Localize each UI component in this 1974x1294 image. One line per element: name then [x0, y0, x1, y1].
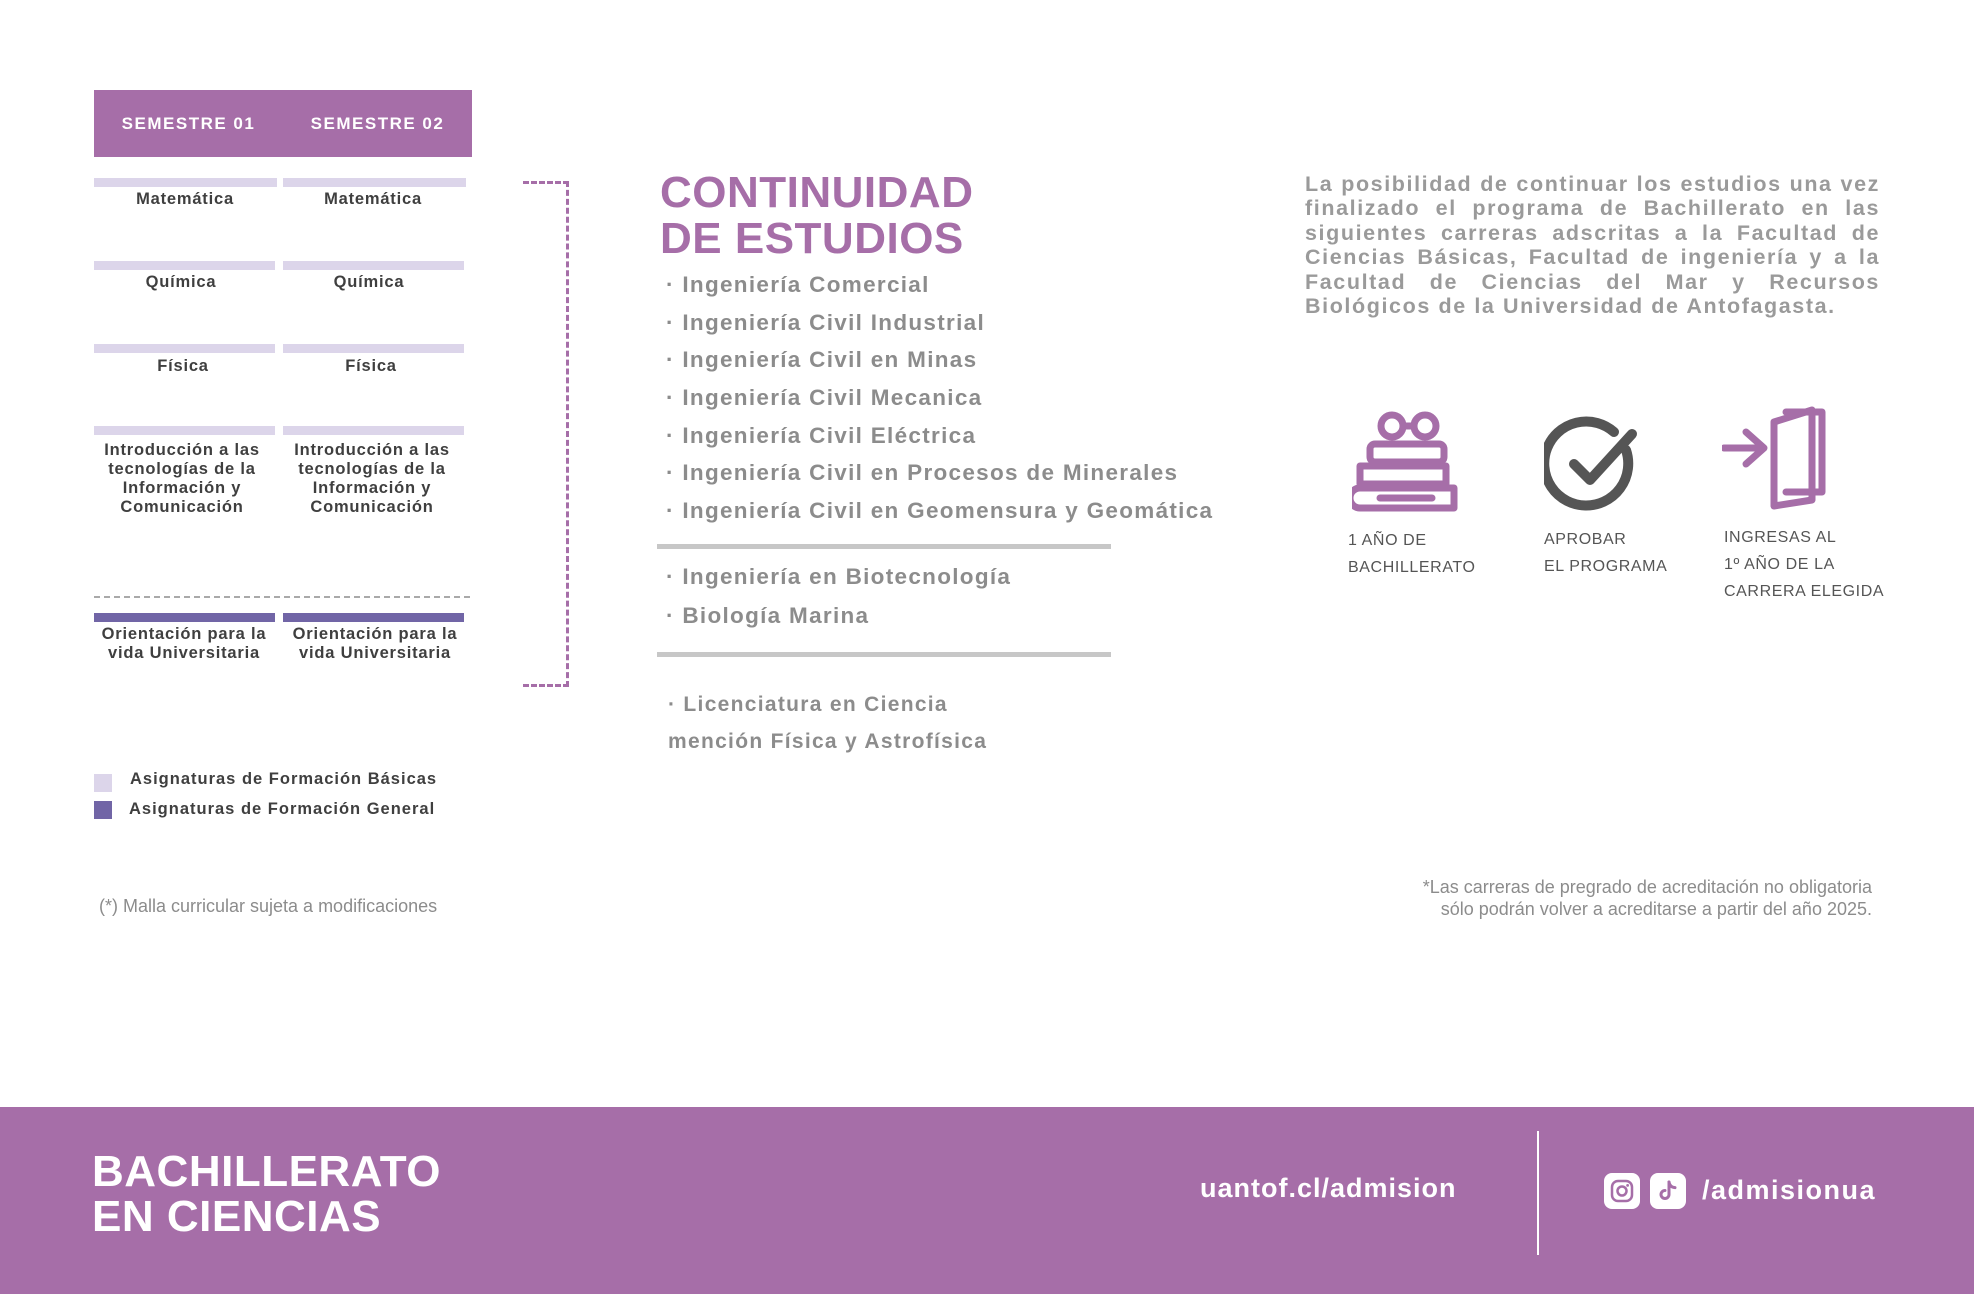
subject-bar-basic — [94, 344, 275, 353]
footer-title — [92, 1149, 441, 1239]
subject-bar-basic — [283, 344, 464, 353]
footer-title-line1: BACHILLERATO — [92, 1147, 442, 1196]
list-item: · Ingeniería Civil Eléctrica — [666, 422, 977, 448]
list-item: · Biología Marina — [666, 602, 870, 628]
footer-divider — [1537, 1131, 1539, 1255]
subject-bar-basic — [283, 426, 464, 435]
description-paragraph: La posibilidad de continuar los estudios una vez finalizado el programa de Bachillerato en las siguientes carreras adscritas a la Facultad de Ciencias Básicas, Facultad de ingeniería y a la Facultad de Ciencias del Mar y Recursos Biológicos de la Universidad de Antofagasta. — [1305, 172, 1880, 319]
subject-matematica-s1: Matemática — [136, 190, 234, 208]
subject-matematica-s2: Matemática — [324, 190, 422, 208]
footer-title-line2: EN CIENCIAS — [92, 1192, 382, 1241]
step-label-1: 1 AÑO DE BACHILLERATO — [1348, 532, 1476, 576]
licenciatura-item — [668, 686, 987, 760]
subject-orientacion-s2: Orientación para la vida Universitaria — [292, 625, 458, 662]
curriculum-note: (*) Malla curricular sujeta a modificaciones — [99, 896, 438, 916]
subject-quimica-s2: Química — [333, 273, 405, 291]
licenciatura-line2: mención Física y Astrofísica — [668, 730, 988, 753]
subject-bar-basic — [94, 426, 275, 435]
subject-quimica-s1: Química — [145, 273, 217, 291]
career-list-sciences — [666, 564, 1011, 641]
list-item: · Ingeniería en Biotecnología — [666, 564, 1012, 589]
list-item: · Ingeniería Civil Mecanica — [666, 385, 983, 411]
subject-tic-s2: Introducción a las tecnologías de la Información y Comunicación — [294, 441, 450, 516]
enter-door-icon — [1722, 406, 1830, 510]
accreditation-note — [1260, 876, 1872, 920]
continuidad-title-line2: DE ESTUDIOS — [660, 214, 964, 263]
semester-02-label: SEMESTRE 02 — [310, 113, 445, 133]
social-handle[interactable]: /admisionua — [1702, 1175, 1877, 1205]
admission-link[interactable]: uantof.cl/admision — [1200, 1173, 1457, 1203]
footer — [0, 1107, 1974, 1294]
list-item: · Ingeniería Civil en Procesos de Minerales — [666, 460, 1179, 486]
section-divider — [657, 544, 1111, 549]
tiktok-icon[interactable] — [1650, 1173, 1686, 1209]
subject-orientacion-s1: Orientación para la vida Universitaria — [101, 625, 267, 662]
accreditation-note-line1: *Las carreras de pregrado de acreditación no obligatoria — [1422, 877, 1872, 897]
legend-swatch-general — [94, 801, 112, 819]
subject-bar-general — [94, 613, 275, 622]
legend-basic-label: Asignaturas de Formación Básicas — [130, 770, 438, 788]
dashed-divider — [94, 596, 470, 598]
list-item: · Ingeniería Comercial — [666, 272, 930, 297]
subject-bar-basic — [94, 261, 275, 270]
section-divider — [657, 652, 1111, 657]
subject-tic-s1: Introducción a las tecnologías de la Información y Comunicación — [104, 441, 260, 516]
semester-header — [94, 90, 472, 157]
subject-fisica-s1: Física — [157, 357, 209, 375]
dashed-bracket — [523, 181, 569, 687]
licenciatura-line1: · Licenciatura en Ciencia — [668, 693, 948, 716]
step-label-3: INGRESAS AL 1º AÑO DE LA CARRERA ELEGIDA — [1724, 529, 1885, 600]
legend-swatch-basic — [94, 774, 112, 792]
legend-general-label: Asignaturas de Formación General — [129, 800, 436, 818]
check-circle-icon — [1544, 416, 1644, 516]
accreditation-note-line2: sólo podrán volver a acreditarse a partir del año 2025. — [1440, 899, 1872, 919]
list-item: · Ingeniería Civil Industrial — [666, 309, 986, 335]
subject-bar-basic — [283, 261, 464, 270]
subject-bar-general — [283, 613, 464, 622]
step-label-2: APROBAR EL PROGRAMA — [1544, 531, 1668, 575]
semester-01-label: SEMESTRE 01 — [121, 113, 256, 133]
list-item: · Ingeniería Civil en Minas — [666, 347, 978, 373]
subject-bar-basic — [283, 178, 466, 187]
subject-fisica-s2: Física — [345, 357, 397, 375]
career-list-engineering — [666, 272, 1213, 536]
books-icon — [1352, 408, 1462, 516]
list-item: · Ingeniería Civil en Geomensura y Geomática — [666, 498, 1214, 524]
continuidad-title — [660, 170, 973, 262]
instagram-icon[interactable] — [1604, 1173, 1640, 1209]
subject-bar-basic — [94, 178, 277, 187]
continuidad-title-line1: CONTINUIDAD — [660, 168, 974, 217]
